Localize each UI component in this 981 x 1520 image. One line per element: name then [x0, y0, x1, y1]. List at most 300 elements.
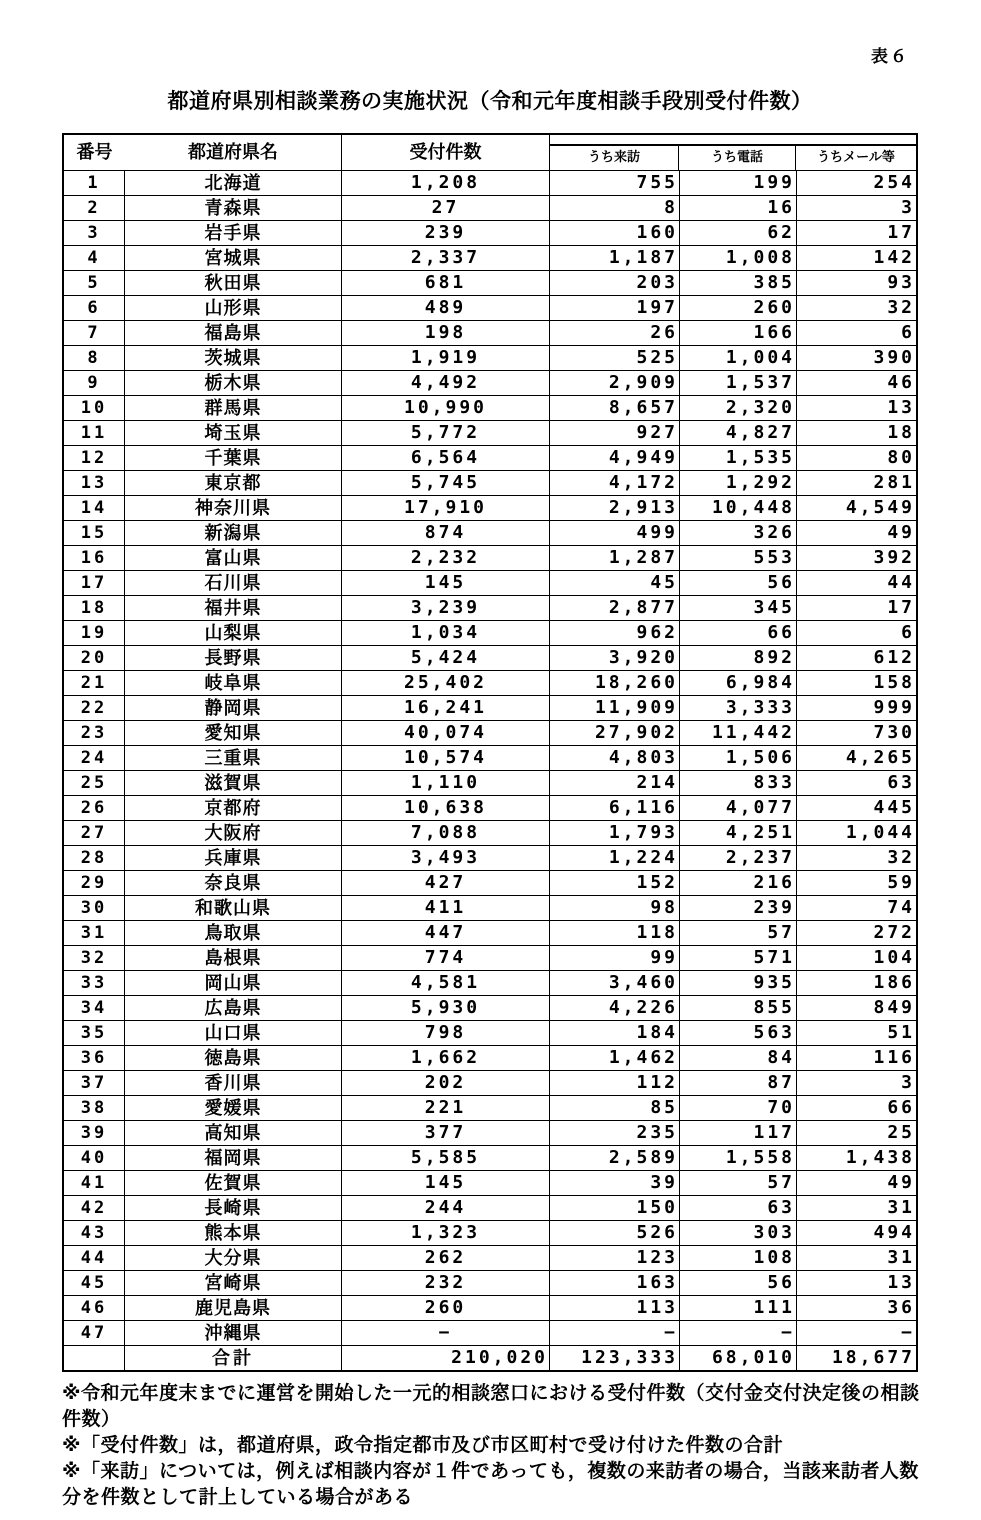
- cell-phone: 1,004: [680, 346, 797, 370]
- cell-visit: 4,226: [550, 996, 680, 1020]
- cell-mail: 445: [873, 797, 915, 818]
- cell-total-count: 1,110: [342, 771, 550, 795]
- cell-visit: 8: [550, 196, 680, 220]
- cell-phone: 199: [680, 171, 797, 195]
- cell-number: 11: [64, 421, 125, 445]
- cell-prefecture: 秋田県: [125, 271, 342, 295]
- cell-visit: 18,260: [550, 671, 680, 695]
- cell-number: 31: [64, 921, 125, 945]
- cell-visit: 962: [550, 621, 680, 645]
- cell-phone: 303: [680, 1221, 797, 1245]
- cell-mail: 142: [873, 247, 915, 268]
- cell-phone: 57: [680, 921, 797, 945]
- cell-total-count: 4,581: [342, 971, 550, 995]
- table-row: [64, 645, 916, 670]
- table-row: [64, 745, 916, 770]
- table-row: [64, 270, 916, 295]
- cell-mail: 6: [901, 322, 915, 343]
- cell-number: 45: [64, 1271, 125, 1295]
- table-row: [64, 345, 916, 370]
- cell-mail: 730: [873, 722, 915, 743]
- cell-visit: 150: [550, 1196, 680, 1220]
- cell-mail: 104: [873, 947, 915, 968]
- cell-mail: 1,438: [845, 1147, 915, 1168]
- cell-visit: 2,589: [550, 1146, 680, 1170]
- cell-mail: 25: [887, 1122, 915, 1143]
- cell-number: 27: [64, 821, 125, 845]
- cell-mail: 13: [887, 397, 915, 418]
- cell-number: 20: [64, 646, 125, 670]
- cell-phone: 1,008: [680, 246, 797, 270]
- table-row: [64, 170, 916, 195]
- cell-phone: 553: [680, 546, 797, 570]
- table-row: [64, 420, 916, 445]
- table-row: [64, 845, 916, 870]
- cell-prefecture: 和歌山県: [125, 896, 342, 920]
- table-row: [64, 695, 916, 720]
- cell-phone: 84: [680, 1046, 797, 1070]
- table-body: [64, 170, 916, 1345]
- cell-number: 19: [64, 621, 125, 645]
- cell-number: 21: [64, 671, 125, 695]
- cell-prefecture: 石川県: [125, 571, 342, 595]
- cell-number: 39: [64, 1121, 125, 1145]
- cell-visit: 4,949: [550, 446, 680, 470]
- header-number: 番号: [76, 142, 113, 162]
- cell-total-count: 25,402: [342, 671, 550, 695]
- cell-mail: 66: [887, 1097, 915, 1118]
- table-row: [64, 295, 916, 320]
- cell-total-count: 244: [342, 1196, 550, 1220]
- table-row: [64, 1170, 916, 1195]
- cell-number: 44: [64, 1246, 125, 1270]
- cell-number: 41: [64, 1171, 125, 1195]
- cell-total-count: 198: [342, 321, 550, 345]
- cell-total-count: 262: [342, 1246, 550, 1270]
- cell-visit: 160: [550, 221, 680, 245]
- cell-prefecture: 福岡県: [125, 1146, 342, 1170]
- cell-prefecture: 静岡県: [125, 696, 342, 720]
- cell-visit: 99: [550, 946, 680, 970]
- cell-prefecture: 香川県: [125, 1071, 342, 1095]
- cell-prefecture: 沖縄県: [125, 1321, 342, 1345]
- cell-phone: 2,320: [680, 396, 797, 420]
- cell-mail: 51: [887, 1022, 915, 1043]
- cell-phone: 216: [680, 871, 797, 895]
- table-row: [64, 1070, 916, 1095]
- cell-total-count: 411: [342, 896, 550, 920]
- cell-number: 13: [64, 471, 125, 495]
- table-row: [64, 470, 916, 495]
- cell-mail: 849: [873, 997, 915, 1018]
- cell-phone: 385: [680, 271, 797, 295]
- cell-number: 23: [64, 721, 125, 745]
- cell-mail: 31: [887, 1247, 915, 1268]
- cell-phone: 1,535: [680, 446, 797, 470]
- cell-number: 16: [64, 546, 125, 570]
- cell-visit: 26: [550, 321, 680, 345]
- cell-number: 8: [64, 346, 125, 370]
- cell-visit: 8,657: [550, 396, 680, 420]
- cell-total-count: 1,323: [342, 1221, 550, 1245]
- cell-total-count: 239: [342, 221, 550, 245]
- cell-visit: 163: [550, 1271, 680, 1295]
- cell-number: 29: [64, 871, 125, 895]
- cell-phone: 66: [680, 621, 797, 645]
- cell-phone: 6,984: [680, 671, 797, 695]
- cell-total-count: 6,564: [342, 446, 550, 470]
- cell-total-count: 3,239: [342, 596, 550, 620]
- cell-total-count: 798: [342, 1021, 550, 1045]
- cell-total-count: 1,919: [342, 346, 550, 370]
- cell-prefecture: 高知県: [125, 1121, 342, 1145]
- cell-visit: 197: [550, 296, 680, 320]
- cell-prefecture: 青森県: [125, 196, 342, 220]
- cell-total-count: 489: [342, 296, 550, 320]
- table-row: [64, 995, 916, 1020]
- cell-phone: 87: [680, 1071, 797, 1095]
- cell-phone: 326: [680, 521, 797, 545]
- cell-total-count: 874: [342, 521, 550, 545]
- cell-prefecture: 徳島県: [125, 1046, 342, 1070]
- cell-mail: 46: [887, 372, 915, 393]
- table-row: [64, 1045, 916, 1070]
- cell-mail: 999: [873, 697, 915, 718]
- cell-visit: 927: [550, 421, 680, 445]
- cell-phone: 1,537: [680, 371, 797, 395]
- cell-prefecture: 山形県: [125, 296, 342, 320]
- cell-mail: 3: [901, 197, 915, 218]
- cell-phone: 70: [680, 1096, 797, 1120]
- header-visit: うち来訪: [550, 146, 679, 170]
- prefecture-consultation-table: [62, 133, 918, 1372]
- header-mail: うちメール等: [817, 149, 895, 164]
- cell-mail: 254: [873, 172, 915, 193]
- cell-mail: 44: [887, 572, 915, 593]
- cell-visit: 1,462: [550, 1046, 680, 1070]
- cell-phone: 166: [680, 321, 797, 345]
- cell-phone: 833: [680, 771, 797, 795]
- cell-prefecture: 福井県: [125, 596, 342, 620]
- table-row: [64, 1145, 916, 1170]
- cell-phone: 4,251: [680, 821, 797, 845]
- cell-visit: 499: [550, 521, 680, 545]
- cell-mail: 494: [873, 1222, 915, 1243]
- cell-prefecture: 佐賀県: [125, 1171, 342, 1195]
- cell-total-count: 377: [342, 1121, 550, 1145]
- table-number-label: 表６: [871, 47, 909, 66]
- footnote: ※「来訪」については，例えば相談内容が１件であっても，複数の来訪者の場合，当該来訪者人数分を件数として計上している場合がある: [62, 1461, 919, 1508]
- cell-phone: 1,506: [680, 746, 797, 770]
- cell-phone: 935: [680, 971, 797, 995]
- cell-number: 9: [64, 371, 125, 395]
- cell-prefecture: 大分県: [125, 1246, 342, 1270]
- cell-prefecture: 三重県: [125, 746, 342, 770]
- cell-total-count: 10,638: [342, 796, 550, 820]
- table-row: [64, 1195, 916, 1220]
- cell-total-count: 202: [342, 1071, 550, 1095]
- cell-total-visit: 123,333: [550, 1346, 680, 1370]
- cell-number: 40: [64, 1146, 125, 1170]
- cell-visit: 98: [550, 896, 680, 920]
- table-row: [64, 1295, 916, 1320]
- cell-total-count: 4,492: [342, 371, 550, 395]
- cell-visit: 6,116: [550, 796, 680, 820]
- cell-visit: 11,909: [550, 696, 680, 720]
- cell-phone: 571: [680, 946, 797, 970]
- cell-prefecture: 北海道: [125, 171, 342, 195]
- cell-number: 3: [64, 221, 125, 245]
- table-header-row: [64, 135, 916, 170]
- cell-number: 18: [64, 596, 125, 620]
- cell-phone: 2,237: [680, 846, 797, 870]
- cell-visit: 755: [550, 171, 680, 195]
- cell-total-count: 40,074: [342, 721, 550, 745]
- cell-prefecture: 岩手県: [125, 221, 342, 245]
- cell-total-count: 1,208: [342, 171, 550, 195]
- table-row: [64, 1220, 916, 1245]
- cell-visit: 1,224: [550, 846, 680, 870]
- cell-total-count: 774: [342, 946, 550, 970]
- table-row: [64, 820, 916, 845]
- table-row: [64, 870, 916, 895]
- cell-mail: 281: [873, 472, 915, 493]
- cell-total-count: 145: [342, 571, 550, 595]
- cell-phone: 563: [680, 1021, 797, 1045]
- cell-prefecture: 山口県: [125, 1021, 342, 1045]
- cell-phone: 4,827: [680, 421, 797, 445]
- cell-prefecture: 福島県: [125, 321, 342, 345]
- cell-phone: 1,558: [680, 1146, 797, 1170]
- cell-mail: 93: [887, 272, 915, 293]
- table-row: [64, 595, 916, 620]
- cell-total-count: 232: [342, 1271, 550, 1295]
- cell-prefecture: 栃木県: [125, 371, 342, 395]
- cell-phone: 3,333: [680, 696, 797, 720]
- cell-visit: 2,909: [550, 371, 680, 395]
- cell-prefecture: 兵庫県: [125, 846, 342, 870]
- cell-mail: 390: [873, 347, 915, 368]
- cell-mail: 3: [901, 1072, 915, 1093]
- cell-number: 24: [64, 746, 125, 770]
- cell-mail: 4,549: [845, 497, 915, 518]
- table-row: [64, 1120, 916, 1145]
- cell-visit: 39: [550, 1171, 680, 1195]
- cell-visit: 27,902: [550, 721, 680, 745]
- table-row: [64, 945, 916, 970]
- cell-number: 35: [64, 1021, 125, 1045]
- cell-number: 2: [64, 196, 125, 220]
- cell-prefecture: 岐阜県: [125, 671, 342, 695]
- table-total-row: [64, 1345, 916, 1370]
- table-row: [64, 245, 916, 270]
- table-row: [64, 570, 916, 595]
- cell-prefecture: 茨城県: [125, 346, 342, 370]
- cell-visit: 123: [550, 1246, 680, 1270]
- cell-number: 5: [64, 271, 125, 295]
- cell-number: 32: [64, 946, 125, 970]
- cell-phone: 56: [680, 571, 797, 595]
- header-total-count: 受付件数: [342, 135, 550, 170]
- table-row: [64, 1245, 916, 1270]
- cell-total-count: 427: [342, 871, 550, 895]
- cell-prefecture: 宮崎県: [125, 1271, 342, 1295]
- cell-visit: 152: [550, 871, 680, 895]
- cell-number: 17: [64, 571, 125, 595]
- cell-visit: −: [550, 1321, 680, 1345]
- cell-prefecture: 奈良県: [125, 871, 342, 895]
- table-row: [64, 895, 916, 920]
- cell-phone: 4,077: [680, 796, 797, 820]
- cell-visit: 112: [550, 1071, 680, 1095]
- cell-total-count: 10,574: [342, 746, 550, 770]
- cell-number: 6: [64, 296, 125, 320]
- table-row: [64, 370, 916, 395]
- cell-prefecture: 島根県: [125, 946, 342, 970]
- cell-number: 46: [64, 1296, 125, 1320]
- table-row: [64, 1095, 916, 1120]
- cell-phone: 1,292: [680, 471, 797, 495]
- cell-prefecture: 千葉県: [125, 446, 342, 470]
- cell-mail: 63: [887, 772, 915, 793]
- cell-number: 14: [64, 496, 125, 520]
- cell-prefecture: 岡山県: [125, 971, 342, 995]
- cell-total-count: 3,493: [342, 846, 550, 870]
- cell-number: 25: [64, 771, 125, 795]
- cell-mail: 49: [887, 522, 915, 543]
- table-row: [64, 770, 916, 795]
- cell-number: [64, 1346, 125, 1370]
- cell-phone: 239: [680, 896, 797, 920]
- cell-prefecture: 長野県: [125, 646, 342, 670]
- cell-number: 38: [64, 1096, 125, 1120]
- cell-total-count: 5,424: [342, 646, 550, 670]
- cell-number: 10: [64, 396, 125, 420]
- table-row: [64, 495, 916, 520]
- cell-number: 1: [64, 171, 125, 195]
- cell-total-mail: 18,677: [831, 1347, 915, 1368]
- cell-mail: 49: [887, 1172, 915, 1193]
- cell-phone: 108: [680, 1246, 797, 1270]
- table-row: [64, 320, 916, 345]
- cell-mail: 6: [901, 622, 915, 643]
- cell-visit: 4,803: [550, 746, 680, 770]
- cell-total-label: 合計: [125, 1346, 342, 1370]
- cell-total-count: 17,910: [342, 496, 550, 520]
- cell-visit: 2,913: [550, 496, 680, 520]
- cell-total-count: 210,020: [342, 1346, 550, 1370]
- cell-phone: 57: [680, 1171, 797, 1195]
- cell-mail: 1,044: [845, 822, 915, 843]
- cell-mail: 116: [873, 1047, 915, 1068]
- cell-number: 12: [64, 446, 125, 470]
- header-breakdown-subrow: [550, 144, 916, 170]
- cell-mail: 13: [887, 1272, 915, 1293]
- page-title: 都道府県別相談業務の実施状況（令和元年度相談手段別受付件数）: [167, 90, 813, 113]
- cell-number: 34: [64, 996, 125, 1020]
- cell-number: 42: [64, 1196, 125, 1220]
- cell-prefecture: 京都府: [125, 796, 342, 820]
- cell-total-count: 5,745: [342, 471, 550, 495]
- cell-visit: 1,287: [550, 546, 680, 570]
- cell-phone: 11,442: [680, 721, 797, 745]
- cell-mail: 17: [887, 597, 915, 618]
- cell-prefecture: 滋賀県: [125, 771, 342, 795]
- table-row: [64, 220, 916, 245]
- cell-number: 47: [64, 1321, 125, 1345]
- cell-prefecture: 広島県: [125, 996, 342, 1020]
- header-breakdown-group: [550, 135, 916, 170]
- cell-phone: 62: [680, 221, 797, 245]
- table-row: [64, 520, 916, 545]
- cell-mail: −: [901, 1322, 915, 1343]
- footnotes: [62, 1381, 922, 1511]
- cell-prefecture: 神奈川県: [125, 496, 342, 520]
- cell-phone: 56: [680, 1271, 797, 1295]
- cell-visit: 3,460: [550, 971, 680, 995]
- cell-prefecture: 宮城県: [125, 246, 342, 270]
- table-row: [64, 620, 916, 645]
- cell-prefecture: 富山県: [125, 546, 342, 570]
- cell-number: 33: [64, 971, 125, 995]
- table-row: [64, 395, 916, 420]
- cell-total-count: 7,088: [342, 821, 550, 845]
- cell-prefecture: 東京都: [125, 471, 342, 495]
- cell-total-count: 2,232: [342, 546, 550, 570]
- table-row: [64, 195, 916, 220]
- cell-mail: 18: [887, 422, 915, 443]
- cell-mail: 32: [887, 297, 915, 318]
- cell-phone: 10,448: [680, 496, 797, 520]
- cell-mail: 31: [887, 1197, 915, 1218]
- cell-mail: 74: [887, 897, 915, 918]
- cell-mail: 392: [873, 547, 915, 568]
- cell-phone: 345: [680, 596, 797, 620]
- cell-phone: 63: [680, 1196, 797, 1220]
- cell-prefecture: 愛媛県: [125, 1096, 342, 1120]
- cell-number: 26: [64, 796, 125, 820]
- cell-visit: 203: [550, 271, 680, 295]
- cell-visit: 525: [550, 346, 680, 370]
- cell-total-count: −: [342, 1321, 550, 1345]
- table-row: [64, 970, 916, 995]
- footnote: ※「受付件数」は，都道府県，政令指定都市及び市区町村で受け付けた件数の合計: [62, 1435, 783, 1456]
- cell-phone: 260: [680, 296, 797, 320]
- cell-total-count: 2,337: [342, 246, 550, 270]
- cell-phone: 855: [680, 996, 797, 1020]
- cell-mail: 186: [873, 972, 915, 993]
- cell-number: 43: [64, 1221, 125, 1245]
- cell-visit: 118: [550, 921, 680, 945]
- cell-number: 15: [64, 521, 125, 545]
- table-row: [64, 545, 916, 570]
- cell-visit: 214: [550, 771, 680, 795]
- cell-mail: 59: [887, 872, 915, 893]
- table-row: [64, 670, 916, 695]
- cell-total-count: 681: [342, 271, 550, 295]
- cell-visit: 3,920: [550, 646, 680, 670]
- table-row: [64, 1020, 916, 1045]
- cell-total-count: 16,241: [342, 696, 550, 720]
- cell-visit: 4,172: [550, 471, 680, 495]
- cell-total-count: 5,930: [342, 996, 550, 1020]
- cell-number: 22: [64, 696, 125, 720]
- cell-total-count: 10,990: [342, 396, 550, 420]
- cell-visit: 2,877: [550, 596, 680, 620]
- cell-visit: 113: [550, 1296, 680, 1320]
- cell-visit: 1,793: [550, 821, 680, 845]
- cell-phone: 111: [680, 1296, 797, 1320]
